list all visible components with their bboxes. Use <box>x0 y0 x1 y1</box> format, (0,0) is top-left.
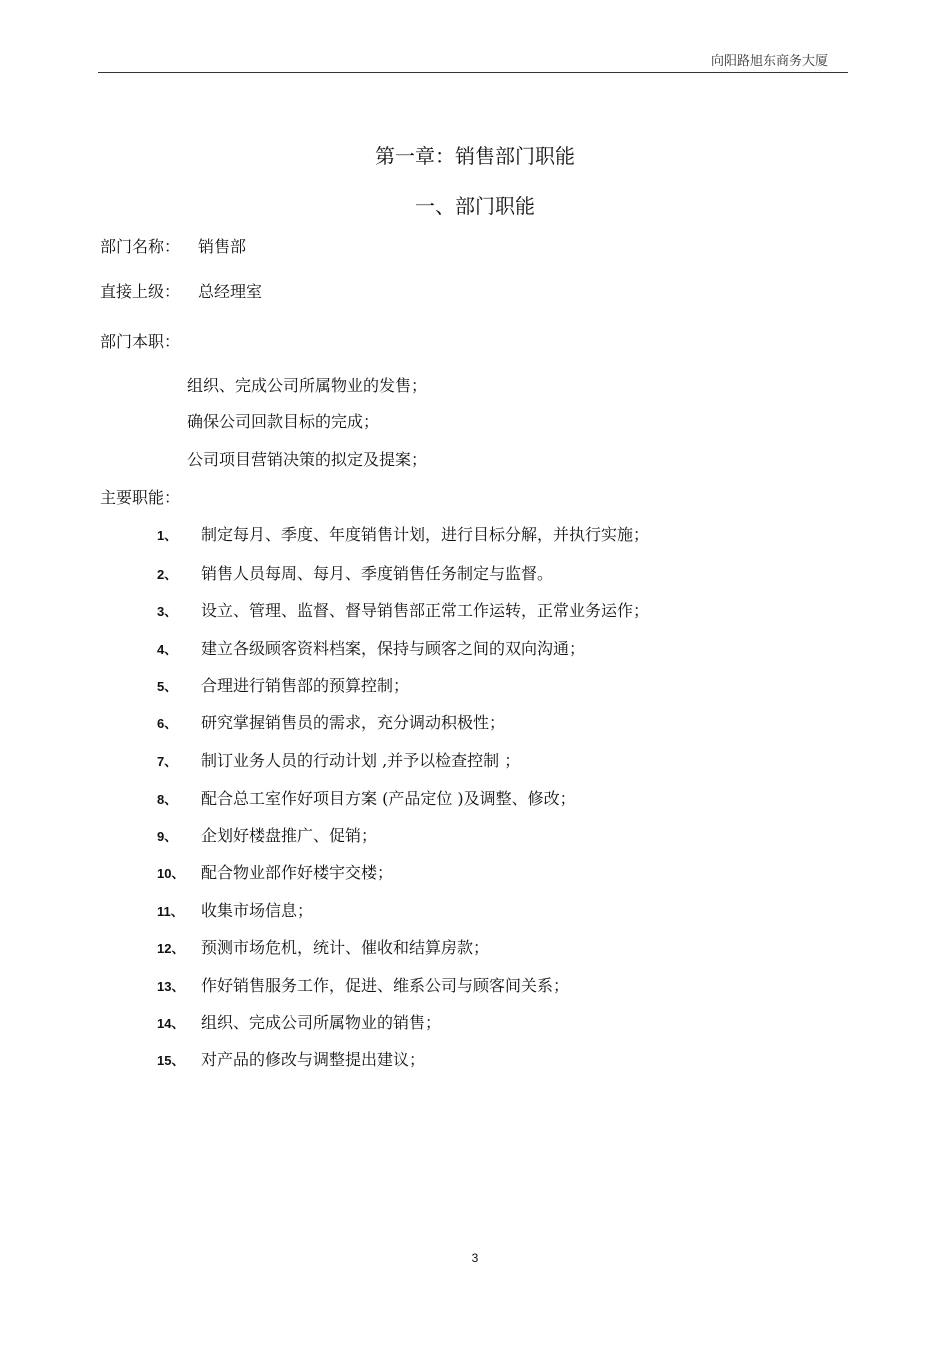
function-text: 建立各级顾客资料档案，保持与顾客之间的双向沟通； <box>201 639 586 658</box>
function-item <box>157 860 393 882</box>
function-text: 销售人员每周、每月、季度销售任务制定与监督。 <box>201 564 554 583</box>
function-number: 9、 <box>157 829 178 844</box>
function-item <box>157 522 649 544</box>
superior-label: 直接上级： <box>100 282 181 301</box>
functions-heading: 主要职能： <box>100 488 181 507</box>
function-item <box>157 786 576 808</box>
function-number: 13、 <box>157 979 185 994</box>
function-text: 合理进行销售部的预算控制； <box>201 676 410 695</box>
function-number: 11、 <box>157 904 184 919</box>
superior-value: 总经理室 <box>198 282 263 301</box>
section-title: 一、部门职能 <box>415 194 535 218</box>
page-number: 3 <box>471 1251 479 1265</box>
function-item <box>157 1047 425 1069</box>
function-text: 研究掌握销售员的需求，充分调动积极性； <box>201 713 506 732</box>
duties-heading: 部门本职： <box>100 332 181 351</box>
header-text: 向阳路旭东商务大厦 <box>710 54 828 69</box>
function-number: 15、 <box>157 1053 185 1068</box>
function-text: 对产品的修改与调整提出建议； <box>201 1050 426 1069</box>
function-item <box>157 636 585 658</box>
function-number: 12、 <box>157 941 185 956</box>
function-text: 制定每月、季度、年度销售计划，进行目标分解，并执行实施； <box>201 525 650 544</box>
function-number: 3、 <box>157 604 178 619</box>
function-number: 1、 <box>157 528 178 543</box>
function-item <box>157 1010 441 1032</box>
duty-item: 公司项目营销决策的拟定及提案； <box>187 450 428 469</box>
function-text: 预测市场危机，统计、催收和结算房款； <box>201 938 490 957</box>
function-text: 配合物业部作好楼宇交楼； <box>201 863 394 882</box>
function-text: 企划好楼盘推广、促销； <box>201 826 378 845</box>
function-item <box>157 673 409 695</box>
function-number: 8、 <box>157 792 178 807</box>
dept-name-label: 部门名称： <box>100 237 181 256</box>
duty-item: 组织、完成公司所属物业的发售； <box>187 376 428 395</box>
function-number: 7、 <box>157 754 178 769</box>
function-item <box>157 748 520 770</box>
function-number: 14、 <box>157 1016 185 1031</box>
function-item <box>157 823 377 845</box>
dept-name-value: 销售部 <box>198 237 247 256</box>
function-text: 制订业务人员的行动计划 ,并予以检查控制 ； <box>201 751 521 770</box>
dept-name-row <box>100 234 246 257</box>
function-text: 收集市场信息； <box>201 901 314 920</box>
function-text: 配合总工室作好项目方案 (产品定位 )及调整、修改； <box>201 789 576 808</box>
chapter-title: 第一章：销售部门职能 <box>375 144 575 168</box>
function-number: 10、 <box>157 866 185 881</box>
function-item <box>157 935 489 957</box>
function-item <box>157 561 553 583</box>
function-number: 5、 <box>157 679 178 694</box>
duty-item: 确保公司回款目标的完成； <box>187 412 380 431</box>
superior-row <box>100 279 262 302</box>
function-number: 4、 <box>157 642 178 657</box>
function-item <box>157 598 649 620</box>
function-text: 组织、完成公司所属物业的销售； <box>201 1013 442 1032</box>
function-item <box>157 710 505 732</box>
header-divider <box>98 72 848 73</box>
function-number: 2、 <box>157 567 178 582</box>
function-text: 作好销售服务工作，促进、维系公司与顾客间关系； <box>201 976 570 995</box>
function-item <box>157 973 569 995</box>
function-number: 6、 <box>157 716 178 731</box>
function-item <box>157 898 313 920</box>
function-text: 设立、管理、监督、督导销售部正常工作运转，正常业务运作； <box>201 601 650 620</box>
